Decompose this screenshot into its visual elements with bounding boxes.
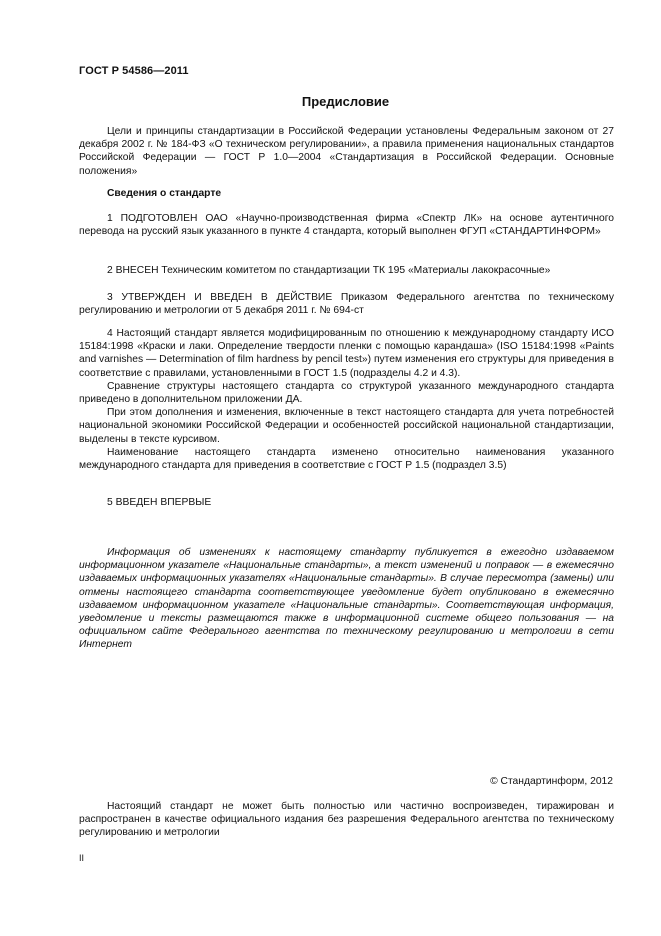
reproduction-notice <box>79 800 614 840</box>
item-2-text: 2 ВНЕСЕН Техническим комитетом по стандартизации ТК 195 «Материалы лакокрасочные» <box>107 265 551 276</box>
item-4-paragraph-3: При этом дополнения и изменения, включенные в текст настоящего стандарта для учета потребностей национальной экономики Российской Федерации и особенностей российской национальной стандартизации, выделены в тексте курсивом. <box>79 407 614 445</box>
changes-notice <box>79 546 614 652</box>
item-4 <box>79 327 614 472</box>
item-2 <box>79 264 614 277</box>
intro-paragraph <box>79 125 614 178</box>
changes-notice-text: Информация об изменениях к настоящему стандарту публикуется в ежегодно издаваемом информационном указателе «Национальные стандарты», а текст изменений и поправок — в ежемесячно издаваемых информационных указателях «Национальные стандарты». В случае пересмотра (замены) или отмены настоящего стандарта соответствующее уведомление будет опубликовано в ежемесячно издаваемом информационном указателе «Национальные стандарты». Соответствующая информация, уведомление и тексты размещаются также в информационной системе общего пользования — на официальном сайте Федерального агентства по техническому регулированию и метрологии в сети Интернет <box>79 547 614 651</box>
info-heading: Сведения о стандарте <box>107 188 222 199</box>
item-1-text: 1 ПОДГОТОВЛЕН ОАО «Научно-производственная фирма «Спектр ЛК» на основе аутентичного перевода на русский язык указанного в пункте 4 стандарта, который выполнен ФГУП «СТАНДАРТИНФОРМ» <box>79 213 614 238</box>
item-3-text: 3 УТВЕРЖДЕН И ВВЕДЕН В ДЕЙСТВИЕ Приказом Федерального агентства по техническому регулированию и метрологии от 5 декабря 2011 г. № 694-ст <box>79 292 614 317</box>
reproduction-notice-text: Настоящий стандарт не может быть полностью или частично воспроизведен, тиражирован и распространен в качестве официального издания без разрешения Федерального агентства по техническому регулированию и метрологии <box>79 801 614 839</box>
standard-code-header: ГОСТ Р 54586—2011 <box>79 65 189 77</box>
item-4-paragraph-4: Наименование настоящего стандарта изменено относительно наименования указанного международного стандарта для приведения в соответствие с ГОСТ Р 1.5 (подраздел 3.5) <box>79 446 614 472</box>
page-number: II <box>79 853 85 863</box>
copyright: © Стандартинформ, 2012 <box>490 776 613 787</box>
item-5 <box>79 496 614 509</box>
page-title: Предисловие <box>301 94 390 109</box>
item-4-paragraph-1: 4 Настоящий стандарт является модифицированным по отношению к международному стандарту ИСО 15184:1998 «Краски и лаки. Определение твердости пленки с помощью карандаша» (ISO 15184:1998 «Paints and varnishes — Determination of film hardness by pencil test») путем изменения его структуры для приведения в соответствие с правилами, установленными в ГОСТ 1.5 (подразделы 4.2 и 4.3). <box>79 328 614 379</box>
item-4-paragraph-2: Сравнение структуры настоящего стандарта со структурой указанного международного стандарта приведено в дополнительном приложении ДА. <box>79 380 614 406</box>
item-3 <box>79 291 614 317</box>
item-1 <box>79 212 614 238</box>
item-5-text: 5 ВВЕДЕН ВПЕРВЫЕ <box>107 497 212 508</box>
intro-text: Цели и принципы стандартизации в Российской Федерации установлены Федеральным законом от 27 декабря 2002 г. № 184-ФЗ «О техническом регулировании», а правила применения национальных стандартов Российской Федерации — ГОСТ Р 1.0—2004 «Стандартизация в Российской Федерации. Основные положения» <box>79 126 614 177</box>
